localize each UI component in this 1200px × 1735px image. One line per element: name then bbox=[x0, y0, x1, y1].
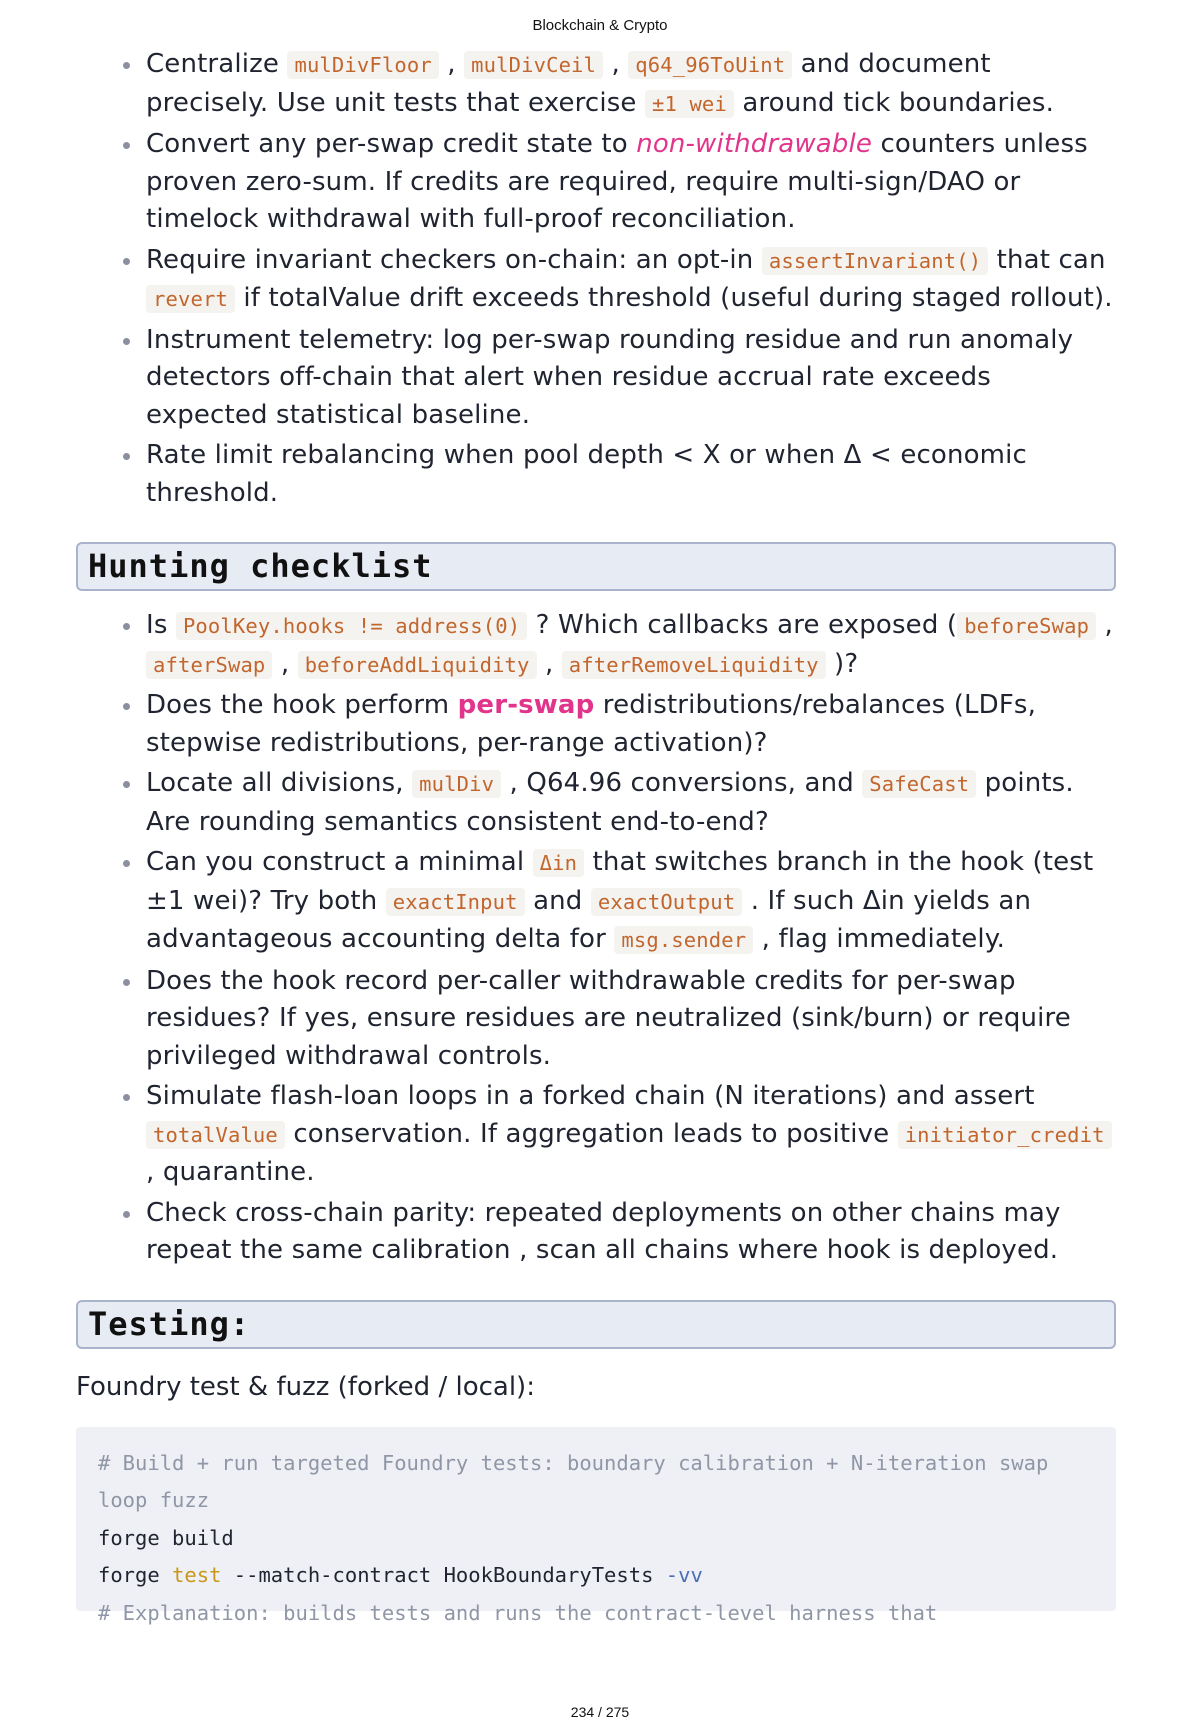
list-item: Centralize mulDivFloor , mulDivCeil , q64_96ToUint and document precisely. Use unit tests that exercise ±1 wei around tick boundaries. bbox=[146, 46, 1116, 123]
code-flag: -vv bbox=[665, 1563, 703, 1587]
emphasis-text: non-withdrawable bbox=[636, 129, 873, 159]
testing-intro: Foundry test & fuzz (forked / local): bbox=[76, 1371, 535, 1402]
inline-code: ±1 wei bbox=[645, 90, 734, 118]
inline-code: afterRemoveLiquidity bbox=[562, 651, 826, 679]
code-keyword: test bbox=[172, 1563, 222, 1587]
inline-code: mulDivCeil bbox=[464, 51, 603, 79]
page-number: 234 / 275 bbox=[570, 1704, 630, 1720]
list-item: Can you construct a minimal Δin that switches branch in the hook (test ±1 wei)? Try both exactInput and exactOutput . If such Δin yields an advantageous accounting delta for msg.sender , flag immediately. bbox=[146, 844, 1116, 960]
code-block bbox=[76, 1427, 1116, 1625]
inline-code: exactOutput bbox=[591, 888, 742, 916]
list-item: Check cross-chain parity: repeated deployments on other chains may repeat the same calibration , scan all chains where hook is deployed. bbox=[146, 1195, 1116, 1270]
inline-code: mulDivFloor bbox=[287, 51, 438, 79]
running-header: Blockchain & Crypto bbox=[532, 17, 668, 34]
inline-code: PoolKey.hooks != address(0) bbox=[176, 612, 527, 640]
inline-code: SafeCast bbox=[862, 770, 976, 798]
list-item: Convert any per-swap credit state to non-withdrawable counters unless proven zero-sum. If credits are required, require multi-sign/DAO or timelock withdrawal with full-proof reconciliation. bbox=[146, 126, 1116, 239]
list-item: Is PoolKey.hooks != address(0) ? Which callbacks are exposed ( beforeSwap , afterSwap , beforeAddLiquidity , afterRemoveLiquidity )? bbox=[146, 607, 1116, 684]
section-heading-hunting: Hunting checklist bbox=[76, 542, 1116, 591]
list-item: Does the hook record per-caller withdrawable credits for per-swap residues? If yes, ensure residues are neutralized (sink/burn) or require privileged withdrawal controls. bbox=[146, 963, 1116, 1076]
code-comment-line: # Explanation: builds tests and runs the contract-level harness that bbox=[98, 1600, 938, 1625]
list-item: Does the hook perform per-swap redistributions/rebalances (LDFs, stepwise redistributions, per-range activation)? bbox=[146, 687, 1116, 762]
inline-code: initiator_credit bbox=[898, 1121, 1112, 1149]
list-item: Require invariant checkers on-chain: an opt-in assertInvariant() that can revert if totalValue drift exceeds threshold (useful during staged rollout). bbox=[146, 242, 1116, 319]
inline-code: beforeSwap bbox=[957, 612, 1096, 640]
strong-text: per-swap bbox=[457, 690, 595, 720]
list-item: Simulate flash-loan loops in a forked chain (N iterations) and assert totalValue conservation. If aggregation leads to positive initiator_credit , quarantine. bbox=[146, 1078, 1116, 1192]
inline-code: msg.sender bbox=[614, 926, 753, 954]
section-heading-testing: Testing: bbox=[76, 1300, 1116, 1349]
list-item: Instrument telemetry: log per-swap rounding residue and run anomaly detectors off-chain that alert when residue accrual rate exceeds expected statistical baseline. bbox=[146, 322, 1116, 435]
code-line: forge build bbox=[98, 1525, 234, 1550]
page-content bbox=[76, 46, 1116, 1625]
inline-code: mulDiv bbox=[412, 770, 501, 798]
code-line: forge test --match-contract HookBoundaryTests -vv bbox=[98, 1563, 703, 1587]
inline-code: totalValue bbox=[146, 1121, 285, 1149]
list-item: Locate all divisions, mulDiv , Q64.96 conversions, and SafeCast points. Are rounding semantics consistent end-to-end? bbox=[146, 765, 1116, 841]
mitigation-list bbox=[76, 46, 1116, 512]
code-comment-line: # Build + run targeted Foundry tests: boundary calibration + N-iteration swap loop fuzz bbox=[98, 1450, 1061, 1512]
inline-code: exactInput bbox=[386, 888, 525, 916]
hunting-checklist bbox=[76, 607, 1116, 1270]
inline-code: revert bbox=[146, 285, 235, 313]
inline-code: q64_96ToUint bbox=[628, 51, 792, 79]
inline-code: beforeAddLiquidity bbox=[298, 651, 537, 679]
list-item: Rate limit rebalancing when pool depth < X or when Δ < economic threshold. bbox=[146, 437, 1116, 512]
inline-code: afterSwap bbox=[146, 651, 272, 679]
inline-code: assertInvariant() bbox=[762, 247, 988, 275]
inline-code: Δin bbox=[533, 849, 584, 877]
